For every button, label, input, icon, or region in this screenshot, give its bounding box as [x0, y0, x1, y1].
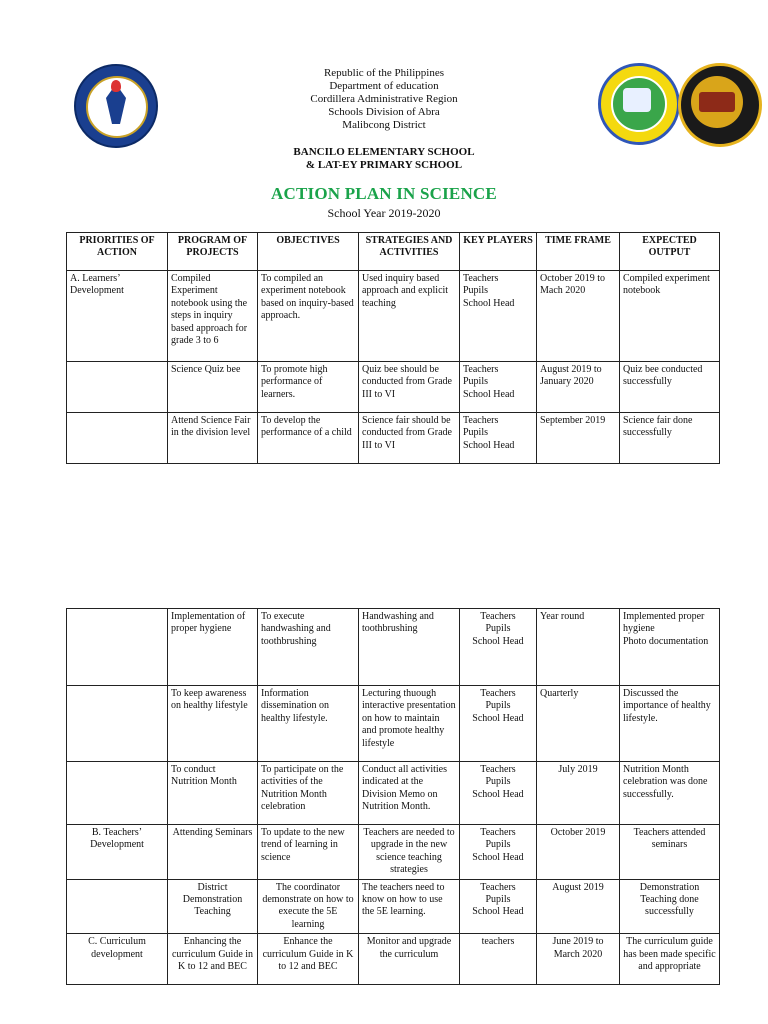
table-row [67, 609, 720, 686]
table-row [67, 271, 720, 362]
cell-output: Discussed the importance of healthy lifestyle. [620, 686, 720, 762]
cell-strategies: Monitor and upgrade the curriculum [359, 934, 460, 985]
column-header: EXPECTED OUTPUT [620, 233, 720, 271]
action-plan-table-part1 [66, 232, 720, 464]
cell-strategies: Used inquiry based approach and explicit teaching [359, 271, 460, 362]
cell-output: Compiled experiment notebook [620, 271, 720, 362]
cell-players: Teachers Pupils School Head [460, 879, 537, 934]
cell-strategies: Handwashing and toothbrushing [359, 609, 460, 686]
table-row [67, 413, 720, 464]
cell-players: Teachers Pupils School Head [460, 362, 537, 413]
cell-time: Year round [537, 609, 620, 686]
cell-output: Implemented proper hygiene Photo documentation [620, 609, 720, 686]
cell-program: Attending Seminars [168, 825, 258, 880]
header-division: Schools Division of Abra [328, 106, 440, 118]
cell-objectives: Enhance the curriculum Guide in K to 12 and BEC [258, 934, 359, 985]
cell-priority: C. Curriculum development [67, 934, 168, 985]
cell-priority [67, 609, 168, 686]
cell-program: Attend Science Fair in the division level [168, 413, 258, 464]
column-header: KEY PLAYERS [460, 233, 537, 271]
cell-time: July 2019 [537, 762, 620, 825]
header-region: Cordillera Administrative Region [310, 93, 458, 105]
table-row [67, 879, 720, 934]
cell-strategies: Conduct all activities indicated at the Division Memo on Nutrition Month. [359, 762, 460, 825]
cell-objectives: To participate on the activities of the Nutrition Month celebration [258, 762, 359, 825]
cell-priority [67, 686, 168, 762]
column-header: OBJECTIVES [258, 233, 359, 271]
table-row [67, 762, 720, 825]
cell-priority: B. Teachers’ Development [67, 825, 168, 880]
cell-objectives: To compiled an experiment notebook based on inquiry-based approach. [258, 271, 359, 362]
school-name-2: & LAT-EY PRIMARY SCHOOL [305, 159, 463, 171]
cell-players: teachers [460, 934, 537, 985]
cell-program: Science Quiz bee [168, 362, 258, 413]
cell-program: Enhancing the curriculum Guide in K to 12 and BEC [168, 934, 258, 985]
action-plan-table-part2 [66, 608, 720, 985]
cell-players: Teachers Pupils School Head [460, 413, 537, 464]
table-row [67, 686, 720, 762]
header-department: Department of education [329, 80, 439, 92]
cell-players: Teachers Pupils School Head [460, 609, 537, 686]
cell-objectives: To update to the new trend of learning in science [258, 825, 359, 880]
column-header: STRATEGIES AND ACTIVITIES [359, 233, 460, 271]
school-name-1: BANCILO ELEMENTARY SCHOOL [293, 146, 475, 158]
cell-output: Science fair done successfully [620, 413, 720, 464]
cell-program: To keep awareness on healthy lifestyle [168, 686, 258, 762]
cell-output: The curriculum guide has been made specific and appropriate [620, 934, 720, 985]
cell-priority [67, 879, 168, 934]
header-district: Malibcong District [342, 119, 426, 131]
document-title: ACTION PLAN IN SCIENCE [271, 184, 497, 203]
table-row [67, 362, 720, 413]
cell-priority [67, 413, 168, 464]
cell-objectives: To promote high performance of learners. [258, 362, 359, 413]
cell-time: June 2019 to March 2020 [537, 934, 620, 985]
table-row [67, 934, 720, 985]
column-header: TIME FRAME [537, 233, 620, 271]
cell-time: Quarterly [537, 686, 620, 762]
column-header: PROGRAM OF PROJECTS [168, 233, 258, 271]
cell-program: To conduct Nutrition Month [168, 762, 258, 825]
column-header: PRIORITIES OF ACTION [67, 233, 168, 271]
cell-time: September 2019 [537, 413, 620, 464]
cell-players: Teachers Pupils School Head [460, 825, 537, 880]
cell-priority [67, 362, 168, 413]
cell-players: Teachers Pupils School Head [460, 686, 537, 762]
cell-objectives: The coordinator demonstrate on how to execute the 5E learning [258, 879, 359, 934]
cell-program: Implementation of proper hygiene [168, 609, 258, 686]
cell-time: October 2019 [537, 825, 620, 880]
cell-program: Compiled Experiment notebook using the steps in inquiry based approach for grade 3 to 6 [168, 271, 258, 362]
cell-output: Nutrition Month celebration was done successfully. [620, 762, 720, 825]
cell-priority: A. Learners’ Development [67, 271, 168, 362]
cell-strategies: Science fair should be conducted from Grade III to VI [359, 413, 460, 464]
cell-strategies: Quiz bee should be conducted from Grade III to VI [359, 362, 460, 413]
cell-strategies: Lecturing thuough interactive presentation on how to maintain and promote healthy lifestyle [359, 686, 460, 762]
cell-time: October 2019 to Mach 2020 [537, 271, 620, 362]
cell-objectives: To develop the performance of a child [258, 413, 359, 464]
cell-program: District Demonstration Teaching [168, 879, 258, 934]
table-row [67, 825, 720, 880]
cell-priority [67, 762, 168, 825]
cell-players: Teachers Pupils School Head [460, 271, 537, 362]
cell-output: Teachers attended seminars [620, 825, 720, 880]
cell-output: Quiz bee conducted successfully [620, 362, 720, 413]
cell-strategies: Teachers are needed to upgrade in the new science teaching strategies [359, 825, 460, 880]
table-header-row [67, 233, 720, 271]
cell-objectives: To execute handwashing and toothbrushing [258, 609, 359, 686]
header-republic: Republic of the Philippines [323, 67, 445, 79]
cell-strategies: The teachers need to know on how to use the 5E learning. [359, 879, 460, 934]
cell-time: August 2019 to January 2020 [537, 362, 620, 413]
cell-time: August 2019 [537, 879, 620, 934]
cell-players: Teachers Pupils School Head [460, 762, 537, 825]
cell-objectives: Information dissemination on healthy lifestyle. [258, 686, 359, 762]
cell-output: Demonstration Teaching done successfully [620, 879, 720, 934]
school-year: School Year 2019-2020 [327, 206, 441, 220]
